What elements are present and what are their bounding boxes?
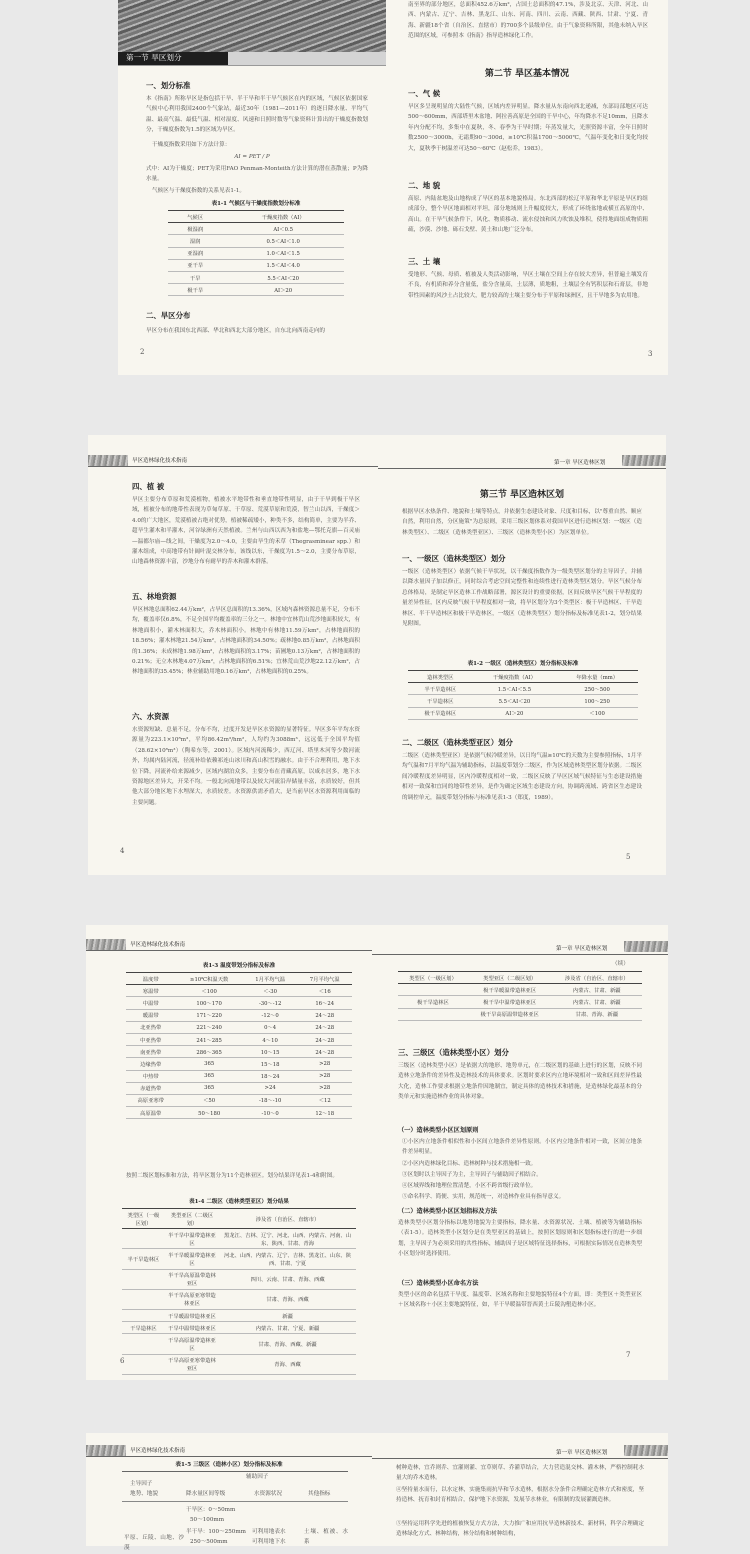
paragraph: 水资源短缺、总量不足，分布不均，过度开发是旱区水资源的显著特征。旱区多年平均水资源量为223.1×10⁸m³，平均86.42m³/hm²，人均约为3088m³，远远低于全国平均值（28.62×10⁸m³）（陶希东等，2001）。区域内河流稀少，西辽河、塔里木河等少数河流外，均属内陆河流，径流补给依赖祁连山冰川和高山积雪的融水。由于不合理利用，地下水位下降，河流补给来源减少，区域内湖泊众多，主要分布在青藏高原，以咸水居多，地下水资源地区差异大，开采不均。一般北向流地带以及较大河流沿岸储量丰富，水质较好，但其他大部分地区地下水埋深大，水质较差。水资源供需矛盾大，是当前旱区水资源利用面临的主要问题。 (132, 727, 360, 806)
table-cell: -18～-10 (258, 1098, 282, 1105)
header-rule (86, 1456, 372, 1457)
table-cell: 250～500mm (190, 1539, 228, 1545)
page-number: 2 (140, 348, 145, 356)
table-caption: 表1-1 气候区与干燥度指数划分标准 (211, 201, 301, 207)
heading-forest: 五、林地资源 (132, 592, 177, 601)
page-5 (378, 435, 666, 875)
table-row (398, 1008, 642, 1020)
table-cell: >28 (319, 1073, 331, 1080)
heading-level3: 三、三级区（造林类型小区）划分 (398, 1048, 509, 1057)
table-cell: 24～28 (315, 1049, 335, 1056)
continued-label: （续） (612, 961, 629, 967)
paragraph: 按照二级区划标准和方法，将旱区划分为11个造林亚区。划分结果详见表1-4和附图。 (126, 1173, 338, 1179)
table-cell: 干旱造林区 (130, 1325, 157, 1332)
table-cell: ＜-30 (263, 988, 278, 995)
table-header: 温度带 (142, 976, 159, 983)
table-cell: ＜12 (318, 1098, 331, 1105)
table-cell: 甘肃、青海、西藏、新疆 (258, 1341, 317, 1348)
table-cell: 中热带 (142, 1074, 159, 1081)
heading-principles: （一）造林类型小区区划原则 (398, 1127, 479, 1134)
table-cell: -30～-12 (258, 1000, 282, 1007)
table-cell: 24～28 (315, 1025, 335, 1032)
table-header: 干燥度指数（AI） (261, 214, 305, 221)
table-cell: 250～500 (584, 686, 610, 693)
table-row (168, 271, 344, 283)
table-cell: 甘肃、青海、西藏 (266, 1297, 309, 1304)
table-cell: 365 (204, 1073, 215, 1080)
table-header: 水资源状况 (254, 1491, 282, 1497)
table-header: 气候区 (187, 214, 204, 221)
table-row (398, 984, 642, 996)
table-cell: >28 (319, 1060, 331, 1067)
paragraph: 三级区（造林类型小区）是依据大的地形、地势单元，在二级区划的基础上进行的区划，反映不同造林立地条件的差异性及造林技术的具体要求。区划时要求区内立地环境相对一致和区间差异性最大化，造林工作要求根据立地条件因地制宜，制定具体的造林技术和措施，是造林绿化最基本的分类单元和实施造林作业的具体对象。 (398, 1063, 642, 1101)
table-cell: 南亚热带 (140, 1049, 162, 1056)
table-1-4-continued (398, 971, 642, 1021)
table-caption: 表1-3 温度带划分指标及标准 (202, 963, 276, 969)
formula: AI = PET / P (234, 154, 270, 160)
table-header: 涉及省（自治区、直辖市） (564, 975, 629, 982)
table-cell: 干旱高原亚寒带造林亚区 (168, 1358, 216, 1373)
heading-landform: 二、地 貌 (408, 181, 441, 190)
table-row (122, 1309, 356, 1321)
table-header: 类型亚区（二级区划） (483, 975, 537, 982)
running-header-band (86, 1445, 126, 1456)
table-row (126, 1009, 352, 1021)
paragraph: 气候区与干燥度指数的关系见表1-1。 (152, 188, 245, 194)
table-cell: 4～10 (262, 1037, 278, 1044)
table-cell: 极干旱中温带造林亚区 (483, 999, 537, 1006)
table-1-4 (122, 1197, 356, 1375)
heading-level2: 二、二级区（造林类型亚区）划分 (402, 738, 513, 747)
table-cell: 极干旱高原温带造林亚区 (480, 1012, 539, 1019)
table-cell: 暖温带 (142, 1013, 159, 1020)
principle-item: ⑤命名科学、简便、实用，规范统一，对造林作业具有指导意义。 (402, 1194, 565, 1200)
paragraph: 干燥度指数采用如下方法计算： (152, 142, 231, 148)
running-header: 第一章 旱区造林区划 (554, 460, 606, 466)
table-cell: 干旱中温带造林亚区 (168, 1325, 216, 1332)
table-cell (122, 1229, 165, 1249)
page-number: 4 (120, 847, 125, 855)
table-header-rule (122, 1501, 348, 1502)
table-cell: 15～18 (260, 1061, 280, 1068)
paragraph: 旱区林地总面积62.44万km²，占旱区总面积的13.36%，区域内森林资源总量不足，分布不均，覆盖率仅6.8%，不足全国平均覆盖率的三分之一。林地中宜林荒山荒沙地面积较大，有林地面积小，灌木林面积大，乔木林面积小。林地中有林地11.59万km²，占林地面积的18.56%；灌木林地21.54万km²，占林地面积的34.50%；疏林地0.85万km²，占林地面积的1.36%；未成林地1.98万km²，占林地面积的3.17%；苗圃地0.13万km²，占林地面积的0.21%；无立木林地4.07万km²，占林地面积的6.51%；宜林荒山荒沙地22.12万km²，占林地面积的35.45%；林业辅助用地0.16万km²，占林地面积的0.25%。 (132, 607, 360, 676)
page-number: 7 (626, 1351, 631, 1359)
page-number: 5 (626, 853, 631, 861)
table-row (126, 985, 352, 997)
paragraph: 高原、内陆盆地及山地构成了旱区的基本地貌格局。东北西部的松辽平原和华北平原是旱区的组成部分，整个旱区地面相对平坦，部分地域则上升幅度较大，形成了环绕盆地或横亘高原的中、高山。在干旱气候条件下，风化、物质移动、流水侵蚀和风力吹蚀及堆积，使得地面组成物质粗疏，沙漠、沙地、砾石戈壁、黄土和山地广泛分布。 (408, 196, 648, 234)
table-caption: 表1-4 二级区（造林类型亚区）划分结果 (189, 1199, 289, 1205)
table-cell: 50～100mm (190, 1517, 224, 1523)
paragraph: 旱区多呈现明显的大陆性气候，区域内差异明显。降水量从东南向西北递减，东部局部地区可达500～600mm，西部塔里木盆地、阿拉善高原是全国的干旱中心，年均降水不足10mm，且降水年内分配不均，多集中在夏秋，冬、春季为干旱时期；年蒸发量大，光照资源丰富，全年日照时数2500～3000h，无霜期90～300d，≥10℃积温1700～5000℃，气温年变化和日变化均较大，夏秋季干树温差可达50～60℃（赵松乔，1983）。 (408, 104, 648, 152)
table-cell: 湿润 (189, 238, 201, 245)
table-cell (398, 984, 468, 996)
table-row (126, 1107, 352, 1119)
table-row (126, 1094, 352, 1106)
table-1-3 (126, 961, 352, 1119)
table-cell: 黑龙江、吉林、辽宁、河北、山西、内蒙古、河南、山东、陕西、甘肃、青海 (223, 1232, 352, 1247)
table-cell: 半干旱中温带造林亚区 (168, 1232, 216, 1247)
table-row (122, 1354, 356, 1374)
paragraph: 本《指南》所称旱区是指包括干旱、半干旱和半干旱气候区在内的区域，气候区依据国家气候中心利用我国2400个气象站，最近30年（1981—2011年）的逐日降水量、平均气温、最高气温、最低气温、相对湿度、风速和日照时数等气象资料计算出的干燥度指数划分，干燥度指数为1.5的区域为旱区。 (146, 96, 368, 134)
table-row (126, 1070, 352, 1082)
principle-item: ③区划时以主导因子为主，主导因子与辅助因子相结合。 (402, 1172, 542, 1178)
paragraph: 类型小区的命名包括干旱度、温度带、区域名称和主要地貌特征4个方面，即：类型区＋类型亚区＋区域名称＋小区主要地貌特征，如，半干旱暖温带晋西黄土丘陵沟壑造林小区。 (398, 1292, 642, 1309)
table-cell (122, 1354, 165, 1374)
page-4 (88, 435, 378, 875)
table-cell: 171～220 (196, 1013, 222, 1020)
table-cell: 286～365 (196, 1049, 222, 1056)
header-rule (372, 954, 668, 955)
spread-pages-4-5 (0, 405, 750, 885)
heading-indicators: （二）造林类型小区区划指标及方法 (398, 1208, 497, 1215)
section-title: 第三节 旱区造林区划 (479, 490, 565, 500)
table-cell: ＜50 (203, 1098, 216, 1105)
page-number: 6 (120, 1357, 125, 1365)
table-cell: 10～15 (260, 1049, 280, 1056)
table-cell: AI＜0.5 (273, 226, 293, 233)
table-cell: 半干旱高原温带造林亚区 (168, 1273, 216, 1288)
principle-item: ①小区内立地条件相似性和小区间立地条件差异性原则。小区内立地条件相对一致，区间立地条件差异明显。 (402, 1139, 642, 1156)
table-cell: 半干旱造林区 (424, 686, 457, 693)
table-cell: 干旱区：0～50mm (186, 1507, 236, 1513)
table-cell: 赤道热带 (140, 1086, 162, 1093)
table-row (122, 1322, 356, 1334)
table-row (122, 1334, 356, 1354)
running-header-band (86, 939, 126, 950)
paragraph: ④坚持量水而行，以水定林，实施集雨抗旱和节水造林，根据水分条件合理确定造林方式和密度，坚持造林、抚育和封育相结合，保护地下水资源，发展节水林业，有限制的发展灌溉造林。 (396, 1487, 644, 1504)
table-cell: 365 (204, 1060, 215, 1067)
table-cell: ＜100 (201, 988, 217, 995)
table-cell: 16～24 (315, 1000, 335, 1007)
table-cell: 干旱暖温带造林亚区 (168, 1313, 216, 1320)
table-cell: >28 (319, 1085, 331, 1092)
table-cell: 干旱 (189, 275, 201, 282)
table-row (126, 1046, 352, 1058)
header-rule (88, 466, 378, 467)
table-row (408, 695, 638, 707)
table-row (126, 997, 352, 1009)
table-row (122, 1249, 356, 1269)
page-8 (86, 1433, 372, 1552)
header-rule (372, 1458, 668, 1459)
table-row (168, 235, 344, 247)
table-cell: 0～4 (264, 1025, 277, 1032)
running-header-band (622, 455, 666, 466)
table-row (126, 1082, 352, 1094)
table-cell: 干旱造林区 (427, 698, 454, 705)
table-cell: 极湿润 (187, 226, 204, 233)
table-cell: AI＞20 (274, 287, 293, 294)
table-cell: 河北、山西、内蒙古、辽宁、吉林、黑龙江、山东、陕西、甘肃、宁夏 (223, 1252, 352, 1267)
table-1-2 (408, 659, 638, 720)
heading-climate: 一、气 候 (408, 89, 441, 98)
table-header: 类型亚区（二级区划） (170, 1212, 214, 1227)
table-cell (122, 1289, 165, 1309)
table-cell: 241～285 (196, 1037, 222, 1044)
table-cell: 24～28 (315, 1037, 335, 1044)
running-header: 旱区造林绿化技术指南 (130, 942, 186, 948)
table-row (126, 1058, 352, 1070)
table-row (168, 259, 344, 271)
spread-pages-6-7 (0, 895, 750, 1390)
table-row (126, 1021, 352, 1033)
table-row (168, 247, 344, 259)
paragraph: 一级区（造林类型区）依据气候干旱状况，以干燥度指数作为一级类型区划分的主导因子，并辅以降水量因子加以修正，同时综合考虑空间完整性和连续性进行造林类型区划分。旱区气候分布总体格局，是制定旱区造林工作战略部署，源区设计的重要依据，区间反映旱区气候干旱程度的量差异性征，区内反映气候干旱程度相对一致，将旱区划分为3个类型区：极干旱造林区、干旱造林区、半干旱造林区和极干旱造林区，一级区（造林类型区）划分指标及标准见表1-2，划分结果见附图。 (402, 569, 642, 628)
table-row (168, 284, 344, 296)
table-cell: 100～170 (196, 1000, 222, 1007)
paragraph: 旱区主要分布草原和荒漠植物，植被水平地带性和垂直地带性明显，由于干旱到极干旱区域，植被分布的地带性表现为草甸草原、干草原、荒漠草原和荒漠，智兰山以西，干燥度＞4.0的广大地区，荒漠植被占绝对优势，植被稀疏矮小，种类不多，结构简单，主要为半乔、超旱生灌木和半灌木，河谷绿洲有天然植被。兰州与山西以西为和盐地—鄂托克旗—百灵庙—温都尔庙—线之间，干燥度为2.0～4.0，主要由旱生的禾草（Thegrasminear spp.）和灌木组成，中高地带有针阔叶混交林分布，该线以东，干燥度为1.5～2.0，主要分布草原，山地森林资源丰富，沙地分布有耐旱的乔木和灌木群落。 (132, 497, 360, 566)
heading-naming: （三）造林类型小区命名方法 (398, 1280, 479, 1287)
table-cell: 1.5＜AI＜5.5 (497, 686, 532, 693)
paragraph: 造林类型小区划分指标以地势地貌为主要指标，降水量、水资源状况、土壤、植被等为辅助指标（表1-5）。造林类型小区划分是在类型亚区的基础上，按照区划原则和区划指标进行的进一步细划，主导因子为必须采用的共性指标，辅助因子是区域特征选择指标，可根据实际情况在造林类型小区划分时选择使用。 (398, 1220, 642, 1258)
heading-level1: 一、一级区（造林类型区）划分 (402, 554, 506, 563)
table-cell: 半干旱：100～250mm (186, 1529, 246, 1535)
table-cell (122, 1269, 165, 1289)
table-cell: 北亚热带 (140, 1025, 162, 1032)
paragraph: 根据旱区水热条件、地貌和土壤等特点，并依据生态建设对象、尺度和目标，以"尊重自然、顺应自然，利用自然，分区施策"为总原则，采用三级区划体系对我国旱区进行造林区划：一级区（造林类型区）、二级区（造林类型亚区）、三级区（造林类型小区）为区划单位。 (402, 509, 642, 536)
table-row (398, 996, 642, 1008)
heading-vegetation: 四、植 被 (132, 482, 165, 491)
table-cell: 干旱高原温带造林亚区 (168, 1337, 216, 1352)
table-cell: 甘肃、青海、新疆 (575, 1012, 618, 1019)
table-cell: 土壤、植被、水系 (304, 1529, 348, 1546)
table-header: 年降水量（mm） (576, 674, 619, 681)
table-cell: 18～24 (260, 1074, 280, 1081)
table-cell: 边缘热带 (140, 1061, 162, 1068)
running-header: 旱区造林绿化技术指南 (132, 458, 188, 464)
spread-pages-8-9 (0, 1405, 750, 1552)
table-cell: 中亚热带 (140, 1037, 162, 1044)
paragraph: 二级区（造林类型亚区）是依据气候冷暖差异，以日均气温≥10℃的天数为主要参照指标，1月平均气温和7月平均气温为辅助指标，以温度带划分二级区，作为区域造林类型区划分依据。二级区间冷暖程度差异明显，区内冷暖程度相对一致，二级区反映了旱区区域气候特征与生态建设措施相对一致保和宜同的地带性差异，是作为确定区域生态建设方向，协调跨流域、跨省区生态建设的调控单元，温度带划分指标与标准见表1-3（郑度，1989）。 (402, 753, 642, 801)
page-number: 3 (648, 350, 653, 358)
section-title: 第二节 旱区基本情况 (484, 69, 570, 79)
table-header: 降水量区间等级 (186, 1491, 226, 1497)
table-cell: 半干旱高原亚寒带造林亚区 (168, 1293, 216, 1308)
table-cell: 半干旱暖温带造林亚区 (168, 1252, 216, 1267)
page-2 (118, 0, 386, 375)
table-cell: 高原亚寒带 (137, 1098, 164, 1105)
page-3 (386, 0, 668, 375)
table-caption: 表1-5 三级区（造林小区）划分指标及标准 (175, 1462, 283, 1468)
heading-water: 六、水资源 (132, 712, 169, 721)
header-rule (378, 468, 666, 469)
section-title: 第一节 旱区划分 (118, 52, 228, 65)
page-7 (372, 925, 668, 1380)
table-header: 其他指标 (308, 1491, 331, 1497)
header-rule (86, 950, 372, 951)
table-cell: 100～250 (584, 698, 610, 705)
running-header-band (624, 941, 668, 952)
table-cell: 可利用地下水 (252, 1539, 286, 1545)
table-cell: >24 (264, 1085, 276, 1092)
page-9 (372, 1433, 668, 1546)
table-cell: 寒温带 (142, 988, 159, 995)
running-header: 第一章 旱区造林区划 (556, 946, 608, 952)
table-cell: 1.5＜AI＜4.0 (266, 263, 300, 270)
paragraph: 树种造林，宜乔则乔、宜灌则灌、宜草则草、乔灌草结合，大力营造混交林、灌木林，严格控制耗水量大的乔木造林。 (396, 1465, 644, 1482)
table-cell: 50～180 (198, 1110, 221, 1117)
table-cell: 四川、云南、甘肃、青海、西藏 (250, 1277, 325, 1284)
table-cell: 亚干旱 (187, 263, 204, 270)
table-row (126, 1033, 352, 1045)
table-header: 1月平均气温 (255, 976, 286, 983)
spread-pages-2-3 (0, 0, 750, 390)
table-cell: 365 (204, 1085, 215, 1092)
table-cell: AI＞20 (505, 711, 524, 718)
table-row (168, 223, 344, 235)
heading-distribution: 二、旱区分布 (146, 311, 191, 320)
table-cell: ＜100 (589, 711, 605, 718)
table-row (408, 683, 638, 695)
table-row-label: 平原、丘陵、山地、沙漠 (124, 1535, 184, 1552)
table-cell: 极干旱 (187, 287, 204, 294)
table-cell: 半干旱造林区 (127, 1256, 160, 1263)
table-cell: 极干旱造林区 (424, 711, 457, 718)
table-header: 类型区（一级区划） (127, 1212, 160, 1227)
principle-item: ②小区内造林绿化目标、造林树种与技术措施相一致。 (402, 1161, 537, 1167)
paragraph: 受地形、气候、母质、植被及人类活动影响，旱区土壤在空间上存在较大差异，但普遍土壤发育不良，有机质和养分含量低，盐分含量高，土层薄，质地粗，土壤层全有钙积层和石膏层，非地带性因素的风沙土占比较大，肥力较高的土壤主要分布于平原和绿洲区，且干旱地多为农用地。 (408, 272, 648, 299)
paragraph: 式中：AI为干燥度；PET为采用FAO Penman-Monteith方法计算的潜在蒸散量；P为降水量。 (146, 166, 368, 183)
table-cell: 内蒙古、甘肃、新疆 (572, 999, 621, 1006)
table-caption: 表1-2 一级区（造林类型区）划分指标及标准 (467, 661, 579, 667)
table-cell: 高原温带 (140, 1110, 162, 1117)
table-row (122, 1289, 356, 1309)
heading-standard: 一、划分标准 (146, 81, 191, 90)
table-header: 类型区（一级区划） (409, 975, 457, 982)
table-cell: 1.0＜AI＜1.5 (266, 251, 300, 258)
paragraph: ⑤坚持运用科学先进的植被恢复方式方法，大力推广和应用抗旱造林新技术、新材料，科学合理确定造林绿化方式、林种结构，林分结构和树种结构， (396, 1521, 644, 1538)
table-cell: 12～18 (315, 1110, 335, 1117)
table-cell: 0.5＜AI＜1.0 (266, 238, 300, 245)
table-cell (398, 1008, 468, 1020)
principle-item: ④区域界线和地理位置清楚，小区不跨省级行政单位。 (402, 1183, 537, 1189)
table-cell: 24～28 (315, 1013, 335, 1020)
table-top-rule (122, 1471, 348, 1472)
table-1-1 (168, 199, 344, 296)
running-header-band (624, 1445, 668, 1456)
paragraph: 旱区分布在我国东北西部、华北和西北大部分地区，自东北向西南走向的 (146, 328, 326, 334)
table-header: 7月平均气温 (309, 976, 340, 983)
heading-soil: 三、土 壤 (408, 257, 441, 266)
table-cell: 极干旱造林区 (417, 999, 449, 1006)
table-header: 造林类型区 (427, 674, 454, 681)
table-cell (122, 1309, 165, 1321)
table-cell: 可利用地表水 (252, 1529, 286, 1535)
table-row (122, 1269, 356, 1289)
table-cell: 极干旱暖温带造林亚区 (483, 987, 537, 994)
page-6 (86, 925, 372, 1380)
table-cell: 中温带 (142, 1000, 159, 1007)
table-cell (122, 1334, 165, 1354)
table-header: 干燥度指数（AI） (492, 674, 536, 681)
running-header-band (88, 455, 128, 466)
table-cell: 内蒙古、甘肃、新疆 (572, 987, 621, 994)
table-cell: 亚湿润 (187, 251, 204, 258)
paragraph: 南至界的部分地区，总面积452.6万km²，占国土总面积的47.1%，涉及北京、天津、河北、山西、内蒙古、辽宁、吉林、黑龙江、山东、河南、四川、云南、西藏、陕西、甘肃、宁夏、青海、新疆18个省（自治区、直辖市）的700多个县级单位。由于气象资料所限，其他未纳入旱区范围的区域，可参照本《指南》指导造林绿化工作。 (408, 2, 648, 40)
table-cell: ＜16 (318, 988, 331, 995)
table-top-header: 辅助因子 (246, 1474, 269, 1480)
table-cell: 5.5＜AI＜20 (267, 275, 300, 282)
table-cell: -10～0 (261, 1110, 279, 1117)
running-header: 第一章 旱区造林区划 (556, 1450, 608, 1456)
running-header: 旱区造林绿化技术指南 (130, 1448, 186, 1454)
table-header: 主导因子 (130, 1481, 153, 1487)
table-cell: 221～240 (196, 1025, 222, 1032)
table-cell: 5.5＜AI＜20 (498, 698, 531, 705)
table-header: 涉及省（自治区、直辖市） (255, 1216, 320, 1223)
table-cell: -12～0 (261, 1013, 279, 1020)
table-row (408, 707, 638, 719)
table-cell: 新疆 (282, 1313, 293, 1320)
table-cell: 内蒙古、甘肃、宁夏、新疆 (255, 1325, 320, 1332)
table-row (122, 1229, 356, 1249)
table-row-label: 地势、地貌 (130, 1491, 158, 1497)
table-header: ≥10℃积温天数 (190, 976, 229, 983)
table-cell: 青海、西藏 (274, 1362, 301, 1369)
